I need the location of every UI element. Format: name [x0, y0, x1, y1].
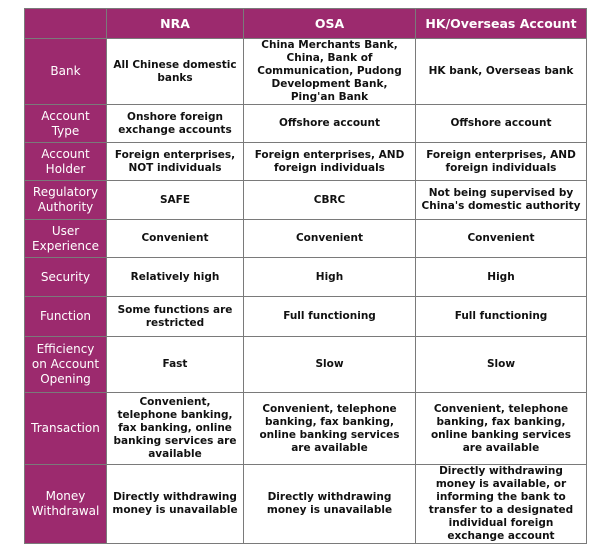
- cell-user-experience-osa: Convenient: [244, 220, 416, 258]
- cell-bank-osa: China Merchants Bank, China, Bank of Communication, Pudong Development Bank, Ping'an Bank: [244, 39, 416, 105]
- cell-bank-nra: All Chinese domestic banks: [107, 39, 244, 105]
- cell-transaction-nra: Convenient, telephone banking, fax banking, online banking services are available: [107, 393, 244, 465]
- column-header-hk-overseas: HK/Overseas Account: [416, 9, 587, 39]
- cell-user-experience-hk: Convenient: [416, 220, 587, 258]
- cell-account-type-osa: Offshore account: [244, 105, 416, 143]
- cell-regulatory-hk: Not being supervised by China's domestic authority: [416, 181, 587, 220]
- row-label-account-type: Account Type: [25, 105, 107, 143]
- cell-efficiency-hk: Slow: [416, 337, 587, 393]
- table-row-security: [25, 258, 587, 297]
- table-row-efficiency: [25, 337, 587, 393]
- table-row-account-type: [25, 105, 587, 143]
- cell-function-nra: Some functions are restricted: [107, 297, 244, 337]
- row-label-transaction: Transaction: [25, 393, 107, 465]
- cell-security-nra: Relatively high: [107, 258, 244, 297]
- row-label-money-withdrawal: Money Withdrawal: [25, 465, 107, 544]
- table-row-money-withdrawal: [25, 465, 587, 544]
- cell-regulatory-nra: SAFE: [107, 181, 244, 220]
- row-label-security: Security: [25, 258, 107, 297]
- cell-account-type-hk: Offshore account: [416, 105, 587, 143]
- cell-efficiency-nra: Fast: [107, 337, 244, 393]
- row-label-function: Function: [25, 297, 107, 337]
- cell-account-holder-hk: Foreign enterprises, AND foreign individuals: [416, 143, 587, 181]
- cell-bank-hk: HK bank, Overseas bank: [416, 39, 587, 105]
- cell-security-osa: High: [244, 258, 416, 297]
- cell-regulatory-osa: CBRC: [244, 181, 416, 220]
- cell-function-hk: Full functioning: [416, 297, 587, 337]
- cell-user-experience-nra: Convenient: [107, 220, 244, 258]
- table-row-function: [25, 297, 587, 337]
- cell-security-hk: High: [416, 258, 587, 297]
- column-header-osa: OSA: [244, 9, 416, 39]
- row-label-user-experience: User Experience: [25, 220, 107, 258]
- row-label-bank: Bank: [25, 39, 107, 105]
- table-row-user-experience: [25, 220, 587, 258]
- cell-withdrawal-osa: Directly withdrawing money is unavailable: [244, 465, 416, 544]
- cell-account-holder-nra: Foreign enterprises, NOT individuals: [107, 143, 244, 181]
- table-row-account-holder: [25, 143, 587, 181]
- account-comparison-table: [24, 8, 587, 544]
- row-label-efficiency: Efficiency on Account Opening: [25, 337, 107, 393]
- cell-transaction-osa: Convenient, telephone banking, fax banking, online banking services are available: [244, 393, 416, 465]
- row-label-regulatory-authority: Regulatory Authority: [25, 181, 107, 220]
- comparison-table-container: [24, 8, 587, 544]
- column-header-nra: NRA: [107, 9, 244, 39]
- cell-account-holder-osa: Foreign enterprises, AND foreign individuals: [244, 143, 416, 181]
- table-row-transaction: [25, 393, 587, 465]
- corner-header-cell: [25, 9, 107, 39]
- row-label-account-holder: Account Holder: [25, 143, 107, 181]
- cell-account-type-nra: Onshore foreign exchange accounts: [107, 105, 244, 143]
- table-header-row: [25, 9, 587, 39]
- cell-transaction-hk: Convenient, telephone banking, fax banking, online banking services are available: [416, 393, 587, 465]
- cell-function-osa: Full functioning: [244, 297, 416, 337]
- cell-withdrawal-hk: Directly withdrawing money is available, or informing the bank to transfer to a designated individual foreign exchange account: [416, 465, 587, 544]
- cell-efficiency-osa: Slow: [244, 337, 416, 393]
- table-row-bank: [25, 39, 587, 105]
- table-row-regulatory-authority: [25, 181, 587, 220]
- cell-withdrawal-nra: Directly withdrawing money is unavailable: [107, 465, 244, 544]
